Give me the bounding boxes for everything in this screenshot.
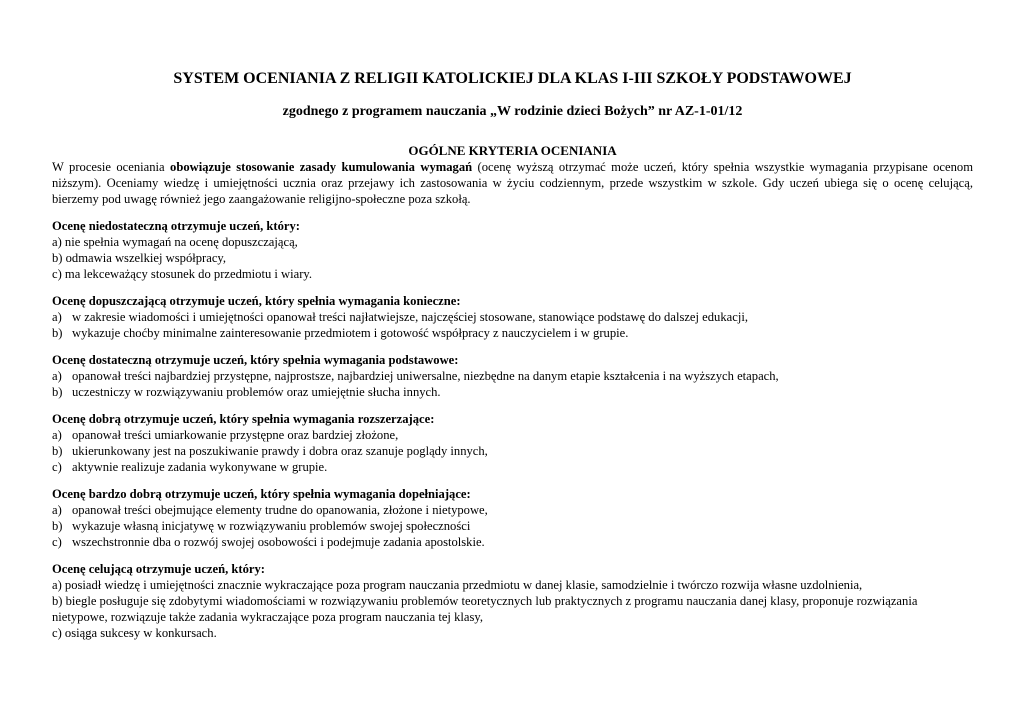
grade-group-dopuszczajaca [52,293,973,341]
grade-heading: Ocenę dopuszczającą otrzymuje uczeń, który spełnia wymagania konieczne: [52,294,461,308]
intro-text-end: (ocenę wyższą otrzymać może uczeń, który spełnia wszystkie wymagania przypisane ocenom niższym). Oceniamy wiedzę i umiejętności ucznia oraz przejawy ich zastosowania w życiu codziennym, przede wszystkim w szkole. Gdy uczeń ubiega się o ocenę celującą, bierzemy pod uwagę również jego zaangażowanie religijno-społeczne poza szkołą. [52,160,973,206]
general-criteria-intro [52,159,973,207]
criterion-item [52,309,973,325]
item-marker: a) [52,428,62,442]
item-text: opanował treści najbardziej przystępne, najprostsze, najbardziej uniwersalne, niezbędne na danym etapie kształcenia i na wyższych etapach, [72,369,779,383]
criterion-item [52,459,973,475]
document-title: SYSTEM OCENIANIA Z RELIGII KATOLICKIEJ DLA KLAS I-III SZKOŁY PODSTAWOWEJ [173,70,852,87]
intro-text-start: W procesie oceniania [52,160,171,174]
item-marker: b) [52,444,63,458]
criterion-item: a) nie spełnia wymagań na ocenę dopuszczającą, [52,235,298,249]
criterion-item [52,502,973,518]
item-marker: c) [52,535,62,549]
criterion-item [52,518,973,534]
criterion-item: a) posiadł wiedzę i umiejętności znacznie wykraczające poza program nauczania przedmiotu w danej klasie, samodzielnie i twórczo rozwija własne uzdolnienia, [52,578,863,592]
criterion-item: b) biegle posługuje się zdobytymi wiadomościami w rozwiązywaniu problemów teoretycznych lub praktycznych z programu nauczania danej klasy, proponuje rozwiązania nietypowe, rozwiązuje także zadania wykraczające poza program nauczania tej klasy, [52,594,918,624]
intro-text-bold: obowiązuje stosowanie zasady kumulowania wymagań [170,160,473,174]
item-marker: a) [52,310,62,324]
item-marker: a) [52,369,62,383]
grade-group-celujaca [52,561,973,641]
item-text: wykazuje choćby minimalne zainteresowanie przedmiotem i gotowość współpracy z nauczycielem i w grupie. [72,326,629,340]
document-subtitle: zgodnego z programem nauczania „W rodzinie dzieci Bożych” nr AZ-1-01/12 [282,104,743,119]
grade-heading: Ocenę dobrą otrzymuje uczeń, który spełnia wymagania rozszerzające: [52,412,435,426]
criterion-item [52,384,973,400]
criterion-item: c) ma lekceważący stosunek do przedmiotu i wiary. [52,267,313,281]
item-marker: b) [52,326,63,340]
item-marker: a) [52,503,62,517]
grade-group-niedostateczna [52,218,973,282]
criterion-item [52,534,973,550]
criterion-item [52,325,973,341]
item-marker: c) [52,460,62,474]
grade-group-dobra [52,411,973,475]
item-text: wykazuje własną inicjatywę w rozwiązywaniu problemów swojej społeczności [72,519,471,533]
item-text: opanował treści umiarkowanie przystępne oraz bardziej złożone, [72,428,399,442]
item-text: wszechstronnie dba o rozwój swojej osobowości i podejmuje zadania apostolskie. [72,535,485,549]
grade-heading: Ocenę celującą otrzymuje uczeń, który: [52,562,265,576]
criterion-item: c) osiąga sukcesy w konkursach. [52,626,217,640]
item-marker: b) [52,385,63,399]
criterion-item: b) odmawia wszelkiej współpracy, [52,251,227,265]
grade-heading: Ocenę dostateczną otrzymuje uczeń, który spełnia wymagania podstawowe: [52,353,459,367]
criterion-item [52,427,973,443]
item-text: opanował treści obejmujące elementy trudne do opanowania, złożone i nietypowe, [72,503,488,517]
item-text: w zakresie wiadomości i umiejętności opanował treści najłatwiejsze, najczęściej stosowane, stanowiące podstawę do dalszej edukacji, [72,310,748,324]
general-criteria-heading: OGÓLNE KRYTERIA OCENIANIA [408,143,617,158]
item-text: ukierunkowany jest na poszukiwanie prawdy i dobra oraz szanuje poglądy innych, [72,444,488,458]
grade-heading: Ocenę niedostateczną otrzymuje uczeń, który: [52,219,300,233]
grade-group-dostateczna [52,352,973,400]
item-marker: b) [52,519,63,533]
criterion-item [52,368,973,384]
grade-heading: Ocenę bardzo dobrą otrzymuje uczeń, który spełnia wymagania dopełniające: [52,487,471,501]
document-body [52,62,973,641]
item-text: aktywnie realizuje zadania wykonywane w grupie. [72,460,328,474]
criterion-item [52,443,973,459]
item-text: uczestniczy w rozwiązywaniu problemów oraz umiejętnie słucha innych. [72,385,441,399]
grade-group-bardzo-dobra [52,486,973,550]
